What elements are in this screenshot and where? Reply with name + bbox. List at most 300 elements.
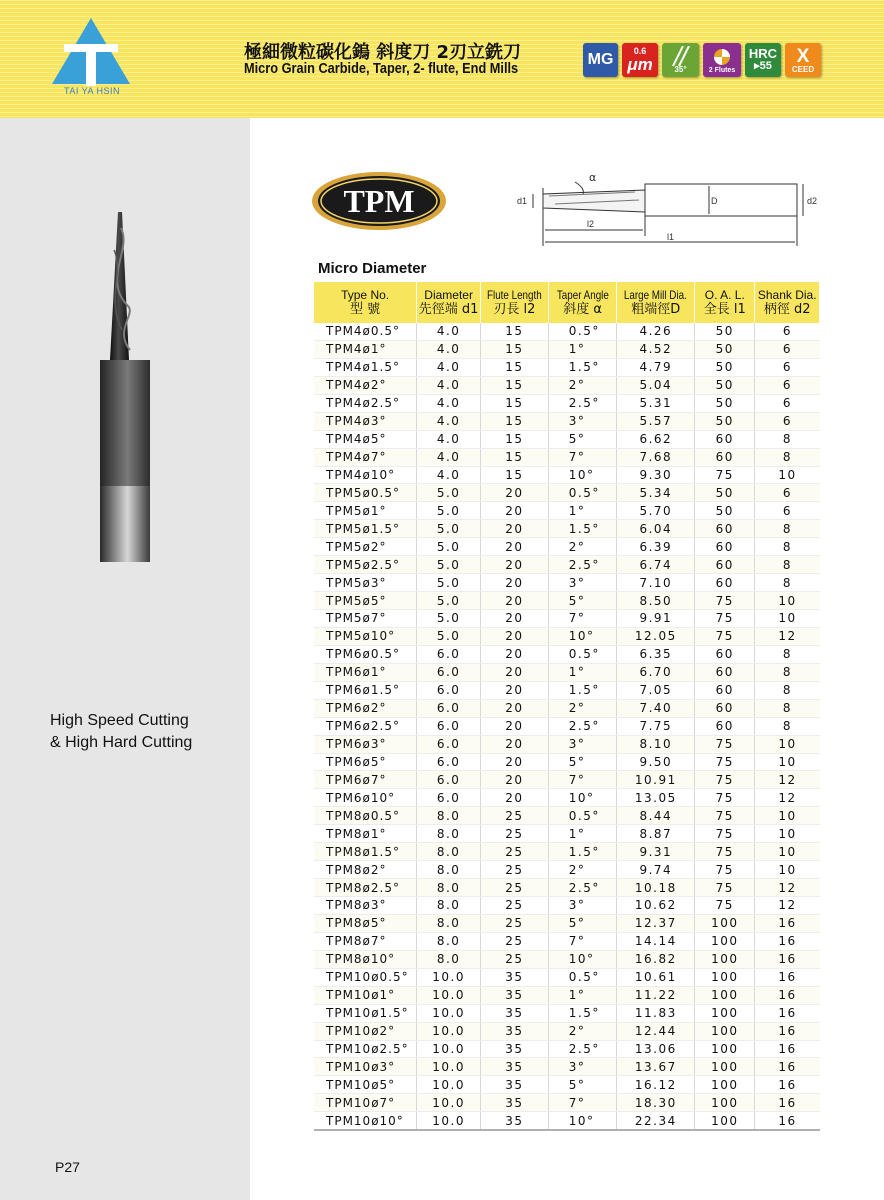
- cell-type: TPM8ø1°: [314, 825, 417, 843]
- page-number: P27: [55, 1159, 80, 1175]
- cell-type: TPM8ø3°: [314, 897, 417, 915]
- cell-diameter: 5.0: [417, 556, 481, 574]
- cell-diameter: 6.0: [417, 699, 481, 717]
- cell-diameter: 4.0: [417, 430, 481, 448]
- diagram-d2: d2: [807, 196, 818, 206]
- cell-flute-length: 20: [481, 484, 549, 502]
- cell-diameter: 4.0: [417, 394, 481, 412]
- cell-taper-angle: 2.5°: [548, 556, 617, 574]
- cell-large-mill-dia: 4.52: [617, 340, 695, 358]
- cell-flute-length: 15: [481, 376, 549, 394]
- table-row: [314, 1040, 820, 1058]
- cell-flute-length: 15: [481, 394, 549, 412]
- col-header-flute-length: Flute Length 刃長 l2: [481, 282, 549, 323]
- cell-taper-angle: 10°: [548, 1112, 617, 1130]
- cell-shank-dia: 16: [755, 914, 820, 932]
- cell-taper-angle: 7°: [548, 932, 617, 950]
- cell-type: TPM10ø1.5°: [314, 1004, 417, 1022]
- cell-taper-angle: 5°: [548, 592, 617, 610]
- cell-oal: 60: [695, 430, 755, 448]
- cell-flute-length: 20: [481, 753, 549, 771]
- title-english: Micro Grain Carbide, Taper, 2- flute, End Mills: [244, 61, 519, 77]
- cell-taper-angle: 0.5°: [548, 968, 617, 986]
- cell-flute-length: 35: [481, 1040, 549, 1058]
- cell-shank-dia: 16: [755, 1022, 820, 1040]
- table-row: [314, 394, 820, 412]
- cell-type: TPM10ø10°: [314, 1112, 417, 1130]
- cell-diameter: 6.0: [417, 663, 481, 681]
- cell-taper-angle: 2°: [548, 699, 617, 717]
- cell-shank-dia: 8: [755, 538, 820, 556]
- cell-taper-angle: 7°: [548, 1094, 617, 1112]
- sidebar-panel: [0, 118, 250, 1200]
- cell-large-mill-dia: 7.10: [617, 574, 695, 592]
- cell-shank-dia: 10: [755, 825, 820, 843]
- cell-diameter: 6.0: [417, 735, 481, 753]
- cell-type: TPM6ø2°: [314, 699, 417, 717]
- cell-oal: 100: [695, 1022, 755, 1040]
- cell-oal: 60: [695, 717, 755, 735]
- table-row: [314, 699, 820, 717]
- cell-diameter: 10.0: [417, 1076, 481, 1094]
- cell-oal: 50: [695, 394, 755, 412]
- cell-shank-dia: 16: [755, 968, 820, 986]
- cell-diameter: 8.0: [417, 861, 481, 879]
- cell-flute-length: 15: [481, 340, 549, 358]
- cell-shank-dia: 16: [755, 1058, 820, 1076]
- cell-type: TPM5ø7°: [314, 610, 417, 628]
- cell-oal: 100: [695, 986, 755, 1004]
- cell-type: TPM5ø2°: [314, 538, 417, 556]
- cell-taper-angle: 3°: [548, 735, 617, 753]
- cell-diameter: 10.0: [417, 1040, 481, 1058]
- cell-large-mill-dia: 10.18: [617, 879, 695, 897]
- cell-flute-length: 25: [481, 861, 549, 879]
- cell-type: TPM8ø0.5°: [314, 807, 417, 825]
- cell-large-mill-dia: 10.91: [617, 771, 695, 789]
- cell-diameter: 4.0: [417, 448, 481, 466]
- cell-large-mill-dia: 5.34: [617, 484, 695, 502]
- cell-taper-angle: 5°: [548, 753, 617, 771]
- cell-type: TPM5ø10°: [314, 627, 417, 645]
- cell-diameter: 10.0: [417, 986, 481, 1004]
- cell-diameter: 4.0: [417, 323, 481, 340]
- brand-name: TAI YA HSIN: [63, 86, 120, 96]
- cell-oal: 50: [695, 484, 755, 502]
- cell-shank-dia: 10: [755, 735, 820, 753]
- cell-shank-dia: 6: [755, 484, 820, 502]
- cell-oal: 75: [695, 897, 755, 915]
- cell-diameter: 5.0: [417, 610, 481, 628]
- cell-flute-length: 20: [481, 538, 549, 556]
- cell-shank-dia: 8: [755, 430, 820, 448]
- section-title: Micro Diameter: [318, 260, 427, 277]
- cell-oal: 60: [695, 448, 755, 466]
- table-header-row: [314, 282, 820, 323]
- cell-diameter: 5.0: [417, 538, 481, 556]
- diagram-alpha: α: [589, 171, 597, 184]
- cell-taper-angle: 1.5°: [548, 358, 617, 376]
- cell-oal: 75: [695, 735, 755, 753]
- cell-large-mill-dia: 5.04: [617, 376, 695, 394]
- cell-taper-angle: 0.5°: [548, 484, 617, 502]
- ceed-mark-icon: X: [796, 45, 810, 67]
- cell-oal: 100: [695, 1076, 755, 1094]
- cell-taper-angle: 10°: [548, 627, 617, 645]
- table-row: [314, 681, 820, 699]
- cell-large-mill-dia: 7.05: [617, 681, 695, 699]
- cell-oal: 100: [695, 1112, 755, 1130]
- caption-line-1: High Speed Cutting: [50, 712, 189, 729]
- diagram-D: D: [711, 196, 718, 206]
- sidebar-caption: [50, 710, 192, 754]
- cell-oal: 100: [695, 1040, 755, 1058]
- caption-line-2: & High Hard Cutting: [50, 734, 193, 751]
- table-row: [314, 430, 820, 448]
- cell-shank-dia: 8: [755, 663, 820, 681]
- cell-type: TPM4ø0.5°: [314, 323, 417, 340]
- cell-shank-dia: 16: [755, 932, 820, 950]
- cell-diameter: 5.0: [417, 592, 481, 610]
- cell-shank-dia: 12: [755, 897, 820, 915]
- cell-flute-length: 15: [481, 412, 549, 430]
- cell-diameter: 5.0: [417, 502, 481, 520]
- cell-diameter: 4.0: [417, 412, 481, 430]
- cell-diameter: 8.0: [417, 825, 481, 843]
- table-row: [314, 376, 820, 394]
- cell-diameter: 5.0: [417, 574, 481, 592]
- cell-diameter: 10.0: [417, 1058, 481, 1076]
- cell-flute-length: 20: [481, 663, 549, 681]
- cell-large-mill-dia: 4.79: [617, 358, 695, 376]
- table-row: [314, 968, 820, 986]
- cell-flute-length: 35: [481, 986, 549, 1004]
- cell-large-mill-dia: 6.04: [617, 520, 695, 538]
- cell-type: TPM4ø1.5°: [314, 358, 417, 376]
- cell-large-mill-dia: 8.87: [617, 825, 695, 843]
- cell-shank-dia: 6: [755, 394, 820, 412]
- cell-large-mill-dia: 5.57: [617, 412, 695, 430]
- cell-diameter: 8.0: [417, 932, 481, 950]
- cell-shank-dia: 10: [755, 592, 820, 610]
- cell-large-mill-dia: 6.74: [617, 556, 695, 574]
- cell-oal: 75: [695, 592, 755, 610]
- table-row: [314, 502, 820, 520]
- table-row: [314, 484, 820, 502]
- cell-oal: 75: [695, 466, 755, 484]
- table-body: [314, 323, 820, 1130]
- cell-shank-dia: 16: [755, 1094, 820, 1112]
- table-row: [314, 466, 820, 484]
- cell-shank-dia: 10: [755, 610, 820, 628]
- cell-shank-dia: 12: [755, 789, 820, 807]
- cell-type: TPM6ø3°: [314, 735, 417, 753]
- cell-taper-angle: 3°: [548, 574, 617, 592]
- cell-flute-length: 25: [481, 932, 549, 950]
- cell-large-mill-dia: 18.30: [617, 1094, 695, 1112]
- cell-flute-length: 20: [481, 681, 549, 699]
- hrc-label: HRC: [748, 46, 778, 62]
- col-header-oal: O. A. L. 全長 l1: [695, 282, 755, 323]
- cell-oal: 75: [695, 843, 755, 861]
- cell-oal: 75: [695, 807, 755, 825]
- cell-flute-length: 20: [481, 735, 549, 753]
- cell-diameter: 10.0: [417, 1022, 481, 1040]
- cell-flute-length: 25: [481, 914, 549, 932]
- table-row: [314, 807, 820, 825]
- cell-type: TPM8ø7°: [314, 932, 417, 950]
- title-chinese: 極細微粒碳化鎢 斜度刀 2刃立銑刀: [244, 42, 522, 63]
- cell-type: TPM8ø2.5°: [314, 879, 417, 897]
- table-row: [314, 358, 820, 376]
- header-band: [0, 0, 884, 118]
- cell-type: TPM4ø10°: [314, 466, 417, 484]
- cell-flute-length: 15: [481, 358, 549, 376]
- cell-taper-angle: 0.5°: [548, 645, 617, 663]
- cell-type: TPM5ø3°: [314, 574, 417, 592]
- cell-diameter: 10.0: [417, 1094, 481, 1112]
- cell-taper-angle: 3°: [548, 412, 617, 430]
- cell-shank-dia: 12: [755, 627, 820, 645]
- cell-shank-dia: 16: [755, 1076, 820, 1094]
- cell-shank-dia: 12: [755, 879, 820, 897]
- cell-type: TPM5ø5°: [314, 592, 417, 610]
- cell-flute-length: 15: [481, 430, 549, 448]
- cell-diameter: 5.0: [417, 484, 481, 502]
- cell-flute-length: 25: [481, 825, 549, 843]
- cell-diameter: 8.0: [417, 843, 481, 861]
- table-row: [314, 897, 820, 915]
- cell-diameter: 4.0: [417, 358, 481, 376]
- flutes-badge: [703, 43, 741, 77]
- table-row: [314, 986, 820, 1004]
- cell-large-mill-dia: 4.26: [617, 323, 695, 340]
- table-row: [314, 789, 820, 807]
- cell-flute-length: 35: [481, 1022, 549, 1040]
- cell-type: TPM10ø5°: [314, 1076, 417, 1094]
- cell-type: TPM4ø5°: [314, 430, 417, 448]
- cell-oal: 50: [695, 323, 755, 340]
- cell-oal: 100: [695, 932, 755, 950]
- cell-taper-angle: 1.5°: [548, 520, 617, 538]
- tpm-product-logo: [310, 170, 448, 232]
- cell-large-mill-dia: 12.37: [617, 914, 695, 932]
- cell-taper-angle: 1°: [548, 340, 617, 358]
- cell-large-mill-dia: 8.44: [617, 807, 695, 825]
- mg-label: MG: [587, 51, 614, 68]
- cell-taper-angle: 1°: [548, 986, 617, 1004]
- cell-type: TPM8ø5°: [314, 914, 417, 932]
- cell-oal: 60: [695, 645, 755, 663]
- cell-shank-dia: 6: [755, 502, 820, 520]
- cell-shank-dia: 10: [755, 843, 820, 861]
- cell-diameter: 6.0: [417, 753, 481, 771]
- cell-flute-length: 25: [481, 807, 549, 825]
- cell-oal: 75: [695, 627, 755, 645]
- cell-taper-angle: 1°: [548, 663, 617, 681]
- cell-flute-length: 20: [481, 592, 549, 610]
- cell-type: TPM10ø7°: [314, 1094, 417, 1112]
- cell-flute-length: 25: [481, 843, 549, 861]
- cell-oal: 60: [695, 663, 755, 681]
- cell-diameter: 4.0: [417, 466, 481, 484]
- cell-type: TPM5ø0.5°: [314, 484, 417, 502]
- cell-taper-angle: 0.5°: [548, 323, 617, 340]
- cell-shank-dia: 6: [755, 376, 820, 394]
- table-row: [314, 663, 820, 681]
- cell-large-mill-dia: 9.74: [617, 861, 695, 879]
- cell-type: TPM5ø1.5°: [314, 520, 417, 538]
- cell-shank-dia: 8: [755, 717, 820, 735]
- col-header-taper-angle: Taper Angle 斜度 α: [548, 282, 617, 323]
- micron-unit: μm: [627, 55, 653, 74]
- cell-oal: 50: [695, 340, 755, 358]
- cell-flute-length: 25: [481, 879, 549, 897]
- cell-oal: 100: [695, 968, 755, 986]
- cell-type: TPM4ø7°: [314, 448, 417, 466]
- helix-angle-badge: [662, 43, 699, 77]
- cell-flute-length: 20: [481, 645, 549, 663]
- micron-value: 0.6: [633, 46, 647, 56]
- cell-shank-dia: 8: [755, 448, 820, 466]
- cell-shank-dia: 12: [755, 771, 820, 789]
- cell-large-mill-dia: 6.35: [617, 645, 695, 663]
- cell-large-mill-dia: 7.40: [617, 699, 695, 717]
- table-row: [314, 753, 820, 771]
- cell-taper-angle: 10°: [548, 789, 617, 807]
- cell-large-mill-dia: 6.62: [617, 430, 695, 448]
- cell-large-mill-dia: 8.10: [617, 735, 695, 753]
- cell-type: TPM10ø3°: [314, 1058, 417, 1076]
- cell-flute-length: 35: [481, 1058, 549, 1076]
- cell-large-mill-dia: 10.61: [617, 968, 695, 986]
- cell-large-mill-dia: 16.82: [617, 950, 695, 968]
- table-row: [314, 538, 820, 556]
- cell-flute-length: 20: [481, 520, 549, 538]
- cell-oal: 50: [695, 358, 755, 376]
- company-logo-icon: [50, 16, 132, 96]
- hrc-value: ▸55: [754, 60, 772, 73]
- cell-type: TPM10ø0.5°: [314, 968, 417, 986]
- cell-shank-dia: 6: [755, 323, 820, 340]
- table-row: [314, 950, 820, 968]
- cell-oal: 75: [695, 789, 755, 807]
- col-header-type: Type No. 型 號: [314, 282, 417, 323]
- cell-flute-length: 25: [481, 897, 549, 915]
- cell-taper-angle: 7°: [548, 610, 617, 628]
- cell-taper-angle: 7°: [548, 448, 617, 466]
- spec-table: [314, 282, 820, 1131]
- cell-flute-length: 35: [481, 1076, 549, 1094]
- cell-type: TPM4ø3°: [314, 412, 417, 430]
- table-row: [314, 771, 820, 789]
- cell-diameter: 10.0: [417, 1004, 481, 1022]
- table-row: [314, 574, 820, 592]
- tpm-logo-text: TPM: [343, 183, 415, 219]
- table-row: [314, 448, 820, 466]
- cell-flute-length: 20: [481, 789, 549, 807]
- cell-large-mill-dia: 13.06: [617, 1040, 695, 1058]
- cell-type: TPM10ø2°: [314, 1022, 417, 1040]
- cell-shank-dia: 16: [755, 950, 820, 968]
- cell-diameter: 6.0: [417, 645, 481, 663]
- table-row: [314, 556, 820, 574]
- cell-flute-length: 35: [481, 968, 549, 986]
- cell-diameter: 6.0: [417, 771, 481, 789]
- cell-diameter: 8.0: [417, 897, 481, 915]
- cell-shank-dia: 8: [755, 699, 820, 717]
- cell-large-mill-dia: 13.05: [617, 789, 695, 807]
- cell-type: TPM8ø10°: [314, 950, 417, 968]
- cell-shank-dia: 10: [755, 753, 820, 771]
- cell-shank-dia: 16: [755, 1004, 820, 1022]
- cell-large-mill-dia: 12.05: [617, 627, 695, 645]
- table-row: [314, 932, 820, 950]
- cell-diameter: 5.0: [417, 520, 481, 538]
- cell-taper-angle: 10°: [548, 950, 617, 968]
- cell-diameter: 10.0: [417, 1112, 481, 1130]
- cell-flute-length: 20: [481, 574, 549, 592]
- cell-shank-dia: 6: [755, 358, 820, 376]
- cell-large-mill-dia: 9.50: [617, 753, 695, 771]
- cell-type: TPM8ø1.5°: [314, 843, 417, 861]
- table-row: [314, 717, 820, 735]
- cell-diameter: 6.0: [417, 681, 481, 699]
- cell-oal: 75: [695, 825, 755, 843]
- cell-oal: 75: [695, 879, 755, 897]
- flute-cross-section-icon: [712, 47, 732, 67]
- cell-shank-dia: 16: [755, 1040, 820, 1058]
- cell-taper-angle: 2.5°: [548, 1040, 617, 1058]
- cell-shank-dia: 8: [755, 556, 820, 574]
- cell-large-mill-dia: 9.91: [617, 610, 695, 628]
- table-row: [314, 879, 820, 897]
- cell-shank-dia: 8: [755, 645, 820, 663]
- cell-flute-length: 15: [481, 323, 549, 340]
- table-row: [314, 412, 820, 430]
- cell-oal: 50: [695, 376, 755, 394]
- cell-flute-length: 15: [481, 466, 549, 484]
- cell-taper-angle: 3°: [548, 1058, 617, 1076]
- helix-angle-label: 35°: [674, 65, 687, 74]
- cell-type: TPM4ø1°: [314, 340, 417, 358]
- cell-taper-angle: 7°: [548, 771, 617, 789]
- cell-flute-length: 20: [481, 502, 549, 520]
- cell-taper-angle: 2°: [548, 538, 617, 556]
- table-row: [314, 1004, 820, 1022]
- cell-oal: 75: [695, 610, 755, 628]
- cell-large-mill-dia: 9.31: [617, 843, 695, 861]
- cell-diameter: 8.0: [417, 914, 481, 932]
- cell-large-mill-dia: 22.34: [617, 1112, 695, 1130]
- cell-taper-angle: 0.5°: [548, 807, 617, 825]
- cell-diameter: 4.0: [417, 340, 481, 358]
- cell-taper-angle: 2.5°: [548, 879, 617, 897]
- flutes-label: 2 Flutes: [708, 66, 736, 74]
- cell-oal: 60: [695, 520, 755, 538]
- ceed-badge: [785, 43, 821, 77]
- table-row: [314, 592, 820, 610]
- cell-large-mill-dia: 13.67: [617, 1058, 695, 1076]
- cell-shank-dia: 8: [755, 574, 820, 592]
- cell-flute-length: 20: [481, 610, 549, 628]
- col-header-shank-dia: Shank Dia. 柄徑 d2: [755, 282, 820, 323]
- cell-oal: 50: [695, 412, 755, 430]
- cell-taper-angle: 2.5°: [548, 394, 617, 412]
- cell-type: TPM6ø1.5°: [314, 681, 417, 699]
- cell-shank-dia: 6: [755, 412, 820, 430]
- table-row: [314, 861, 820, 879]
